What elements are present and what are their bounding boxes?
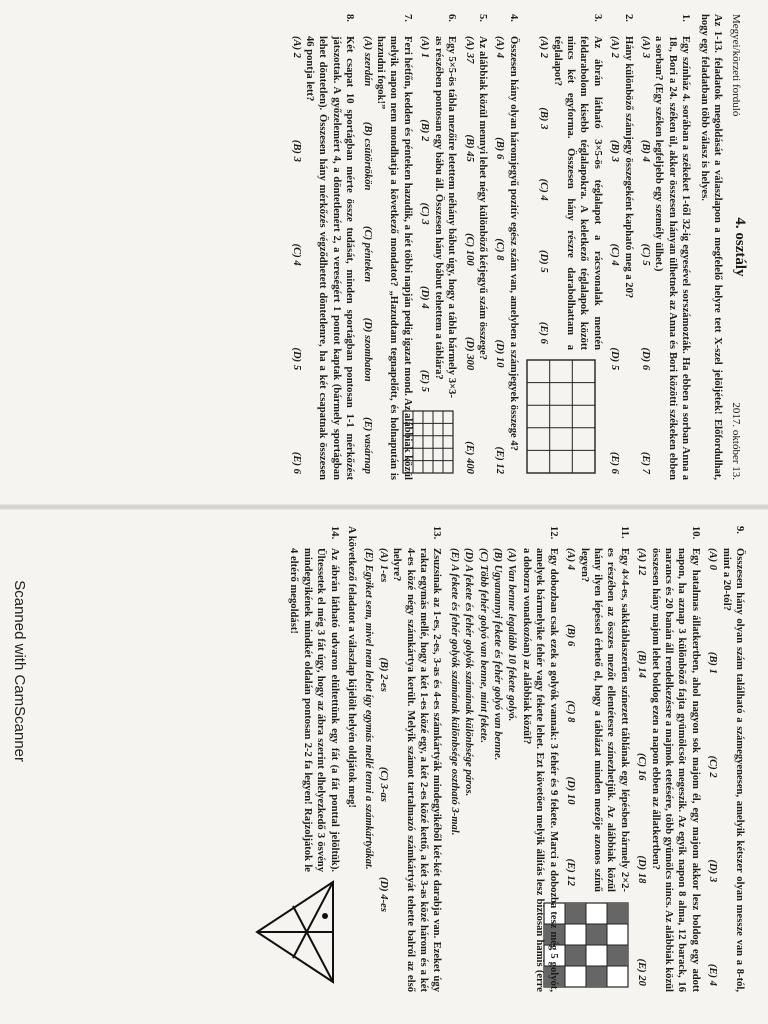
option: (E) vasárnap bbox=[361, 417, 373, 474]
option: (D) 10 bbox=[565, 776, 577, 805]
option: (C) pénteken bbox=[361, 226, 373, 283]
question-text: Az ábrán látható udvaron elültettünk egy fát (a fát ponttal jelöltük). Ültessetek el még 3 fát úgy, hogy az ábra szerint elhelyezkedő 3 ösvény mindegyikének mindkét oldalán pontosan 2-2 fa legyen! Rajzoljátok le 4 eltérő megoldást! bbox=[288, 548, 340, 872]
option: (A) 2 bbox=[538, 36, 550, 59]
option: (A) szerdán bbox=[361, 36, 373, 87]
option: (B) csütörtökön bbox=[361, 121, 373, 191]
option: (E) 6 bbox=[538, 321, 550, 344]
question-11: 11. Egy 4×4-es, sakktáblaszerűen színezett táblának egy lépésben bármely 2×2-es részében az összes mezőt ellentétesre színezhetjük. Az alábbiak közül hány ilyen lépéssel érhető el, hogy a táblázat minden mezője azonos színű legyen? (A) 4 (B) 6 (C) 8 (D) 10 (E) 12 bbox=[564, 526, 631, 992]
option: (C) 4 bbox=[609, 243, 621, 266]
option: (D) szombaton bbox=[361, 317, 373, 382]
option: (E) 5 bbox=[419, 369, 431, 392]
option: (E) 12 bbox=[494, 446, 506, 474]
question-text: Összesen hány olyan háromjegyű pozitív egész szám van, amelyben a számjegyek összege 4? bbox=[507, 36, 519, 451]
option: (B) 14 bbox=[636, 650, 648, 678]
option: (D) 5 bbox=[609, 347, 621, 371]
option: (B) 4 bbox=[639, 139, 651, 162]
tree-dot-icon bbox=[322, 913, 328, 919]
scanner-watermark: Scanned with CamScanner bbox=[11, 580, 28, 762]
option: (D) 4-es bbox=[377, 876, 389, 912]
option: (D) 5 bbox=[538, 249, 550, 273]
option: (B) 45 bbox=[463, 134, 475, 162]
option: (C) 2 bbox=[707, 755, 719, 778]
option: (C) 4 bbox=[538, 178, 550, 201]
option: (A) 3 bbox=[639, 36, 651, 59]
question-5: 5. Az alábbiak közül mennyi lehet négy különböző kétjegyű szám összege? (A) 37 (B) 45 (C) 100 (D) 300 (E) 400 bbox=[462, 14, 489, 480]
question-14: 14. Az ábrán látható udvaron elültettünk egy fát (a fát ponttal jelöltük). Ültessetek el még 3 fát úgy, hogy az ábra szerint elhelyezkedő 3 ösvény mindegyikének mindkét oldalán pontosan 2-2 fa legyen! Rajzoljátok le 4 eltérő megoldást! bbox=[287, 526, 341, 992]
question-6: 6. Egy 5×5-ös tábla mezőire letettem néhány bábut úgy, hogy a tábla bármely 3×3-as részében pontosan egy bábu áll. Összesen hány bábut tehettem a táblára? (A) 1 (B) 2 (C) 3 (D) 4 (E) 5 bbox=[418, 14, 458, 480]
option: (A) 1 bbox=[419, 36, 431, 59]
option: (D) 5 bbox=[290, 347, 302, 371]
option: (E) 4 bbox=[707, 963, 719, 986]
option: (E) 20 bbox=[636, 958, 648, 986]
option: (B) 2-es bbox=[377, 657, 389, 692]
question-text: Egy 5×5-ös tábla mezőire letettem néhány bábut úgy, hogy a tábla bármely 3×3-as részében pontosan egy bábu áll. Összesen hány bábut tehettem a táblára? bbox=[432, 36, 458, 398]
final-instruction: A következő feladatot a válaszlap kijelölt helyén oldjátok meg! bbox=[346, 526, 358, 808]
option: (C) 3 bbox=[419, 202, 431, 225]
question-13: 13. Zsuzsinak az 1-es, 2-es, 3-as és 4-es számkártyák mindegyikéből két-két darabja van. Ezeket úgy rakta egymás mellé, hogy a két 1-es közé egy, a két 2-es közé kettő, a két 3-as közé három és a két 4-es közé négy számkártya került. Melyik számot tartalmazó számkártyát tehette balról az első helyre? (A) 1-es (B) 2-es (C) 3-as (D) 4-es (E) Egyiket sem, mivel nem lehet így egymás mellé tenni a számkártyákat. bbox=[363, 526, 443, 992]
instructions: Az 1-13. feladatok megoldását a válaszlapon a megfelelő helyre tett X-szel jelöljétek! Előfordulhat, hogy egy feladatban több válasz is helyes. bbox=[698, 14, 723, 480]
right-column bbox=[18, 512, 768, 1006]
option: (B) 6 bbox=[565, 624, 577, 647]
option: (E) 400 bbox=[463, 441, 475, 474]
question-text: Feri hétfőn, kedden és pénteken hazudik, a hét többi napján pedig igazat mond. Az alábbiak közül melyik napon nem mondhatja a következő mondatot? „Hazudtam tegnapelőtt, és holnapután is hazudni fogok!” bbox=[375, 36, 413, 480]
option: (B) 3 bbox=[538, 107, 550, 130]
option: (E) A fekete és fehér golyók számának különbsége osztható 3-mal. bbox=[448, 548, 460, 836]
question-12: 12. Egy dobozban csak ezek a golyók vannak: 3 fehér és 9 fekete. Marci a dobozba tesz még 5 golyót, amelyek bármelyike fehér vagy fekete lehet. Ezt követően melyik állítás lesz biztosan hamis (erre a dobozra vonatkozóan) az alábbiak közül? (A) Van benne legalább 10 fekete golyó. (B) Ugyanannyi fekete és fehér golyó van benne. (C) Több fehér golyó van benne, mint fekete. (D) A fekete és fehér golyók számának különbsége páros. (E) A fekete és fehér golyók számának különbsége osztható 3-mal. bbox=[448, 526, 559, 992]
date-label: 2017. október 13. bbox=[730, 402, 742, 480]
question-text: Hány különböző számjegy összegeként kapható meg a 20? bbox=[622, 36, 634, 299]
option: (C) 4 bbox=[290, 243, 302, 266]
question-text: Egy színház 4. sorában a székeket 1-től 32-ig egyesével sorszámozták. Ha ebben a sorban Anna a 18., Bori a 24. széken ül, akkor összesen hányan ülhetnek az Anna és Bori közötti székeken ebben a sorban? (Egy széken legfeljebb egy személy ülhet.) bbox=[653, 36, 692, 480]
option: (A) Van benne legalább 10 fekete golyó. bbox=[506, 548, 518, 722]
option: (D) 300 bbox=[463, 336, 475, 371]
option: (E) 12 bbox=[565, 858, 577, 886]
question-2: 2. Hány különböző számjegy összegeként kapható meg a 20? (A) 2 (B) 3 (C) 4 (D) 5 (E) 6 bbox=[608, 14, 635, 480]
option: (C) 8 bbox=[565, 700, 577, 723]
option: (C) 100 bbox=[463, 233, 475, 266]
question-text: Az alábbiak közül mennyi lehet négy különböző kétjegyű szám összege? bbox=[476, 36, 488, 360]
question-7: 7. Feri hétfőn, kedden és pénteken hazudik, a hét többi napján pedig igazat mond. Az alábbiak közül melyik napon nem mondhatja a következő mondatot? „Hazudtam tegnapelőtt, és holnapután is hazudni fogok!” (A) szerdán (B) csütörtökön (C) pénteken (D) szombaton (E) vasárnap bbox=[361, 14, 413, 480]
option: (E) Egyiket sem, mivel nem lehet így egymás mellé tenni a számkártyákat. bbox=[363, 548, 375, 870]
option: (D) 6 bbox=[639, 347, 651, 371]
triangle-paths-figure bbox=[253, 876, 345, 988]
question-text: Az ábrán látható 3×5-ös téglalapot a rácsvonalak mentén feldarabolom kisebb téglalapokra. A keletkező téglalapok között nincs két egyforma. Összesen hány részre darabolhattam a téglalapot? bbox=[551, 36, 603, 350]
option: (C) 3-as bbox=[377, 766, 389, 802]
option: (B) 3 bbox=[609, 139, 621, 162]
question-3: 3. Az ábrán látható 3×5-ös téglalapot a rácsvonalak mentén feldarabolom kisebb téglalapokra. A keletkező téglalapok között nincs két egyforma. Összesen hány részre darabolhattam a téglalapot? (A) 2 (B) 3 (C) 4 (D) 5 (E) 6 bbox=[524, 14, 604, 480]
question-4: 4. Összesen hány olyan háromjegyű pozitív egész szám van, amelyben a számjegyek összege 4? (A) 4 (B) 6 (C) 8 (D) 10 (E) 12 bbox=[493, 14, 520, 480]
question-text: Két csapat 10 sportágban mérte össze tudását, minden sportágban pontosan 1-1 mérkőzést játszottak. A győzelemért 4, a döntetlenért 2, a vereségért 1 pontot kaptak (bármely sportágban lehet döntetlen). Összesen hány mérkőzés végződhetett döntetlenre, ha a két csapatnak összesen 46 pontja lett? bbox=[304, 36, 356, 480]
option: (B) Ugyanannyi fekete és fehér golyó van benne. bbox=[492, 548, 504, 761]
option: (D) 18 bbox=[636, 855, 648, 884]
option: (D) 4 bbox=[419, 285, 431, 309]
option: (B) 1 bbox=[707, 651, 719, 674]
option: (C) 5 bbox=[639, 243, 651, 266]
option: (C) 8 bbox=[494, 238, 506, 261]
option: (A) 2 bbox=[609, 36, 621, 59]
option: (D) A fekete és fehér golyók számának különbsége páros. bbox=[463, 548, 475, 797]
option: (E) 7 bbox=[639, 451, 651, 474]
option: (B) 6 bbox=[494, 137, 506, 160]
option: (A) 4 bbox=[565, 548, 577, 571]
question-9: 9. Összesen hány olyan szám található a számegyenesen, amelyik kétszer olyan messze van a 8-tól, mint a 20-tól? (A) 0 (B) 1 (C) 2 (D) 3 (E) 4 bbox=[707, 526, 745, 992]
grid-3x5-figure bbox=[526, 359, 596, 474]
option: (A) 1-es bbox=[377, 548, 389, 583]
option: (A) 12 bbox=[636, 548, 648, 576]
option: (C) 16 bbox=[636, 753, 648, 781]
option: (A) 2 bbox=[290, 36, 302, 59]
question-8: 8. Két csapat 10 sportágban mérte össze tudását, minden sportágban pontosan 1-1 mérkőzést játszottak. A győzelemért 4, a döntetlenért 2, a vereségért 1 pontot kaptak (bármely sportágban lehet döntetlen). Összesen hány mérkőzés végződhetett döntetlenre, ha a két csapatnak összesen 46 pontja lett? (A) 2 (B) 3 (C) 4 (D) 5 (E) 6 bbox=[290, 14, 356, 480]
option: (D) 10 bbox=[494, 339, 506, 368]
page-header bbox=[724, 14, 746, 480]
option: (A) 4 bbox=[494, 36, 506, 59]
question-text: Egy hatalmas állatkertben, ahol nagyon sok majom él, egy majom akkor lesz boldog egy adott napon, ha aznap 3 különböző fajta gyümölcsöt megeszik. Az egyik napon 8 alma, 12 barack, 16 narancs és 20 banán áll rendelkezésre a majmok etetésére, több gyümölcs nincs. Az alábbiak közül összesen hány majom lehet boldog ezen a napon ebben az állatkertben? bbox=[649, 548, 701, 992]
option: (C) Több fehér golyó van benne, mint fekete. bbox=[477, 548, 489, 744]
round-label: Megyei/körzeti forduló bbox=[730, 14, 742, 117]
question-text: Zsuzsinak az 1-es, 2-es, 3-as és 4-es számkártyák mindegyikéből két-két darabja van. Ezeket úgy rakta egymás mellé, hogy a két 1-es közé egy, a két 2-es közé kettő, a két 3-as közé három és a két 4-es közé négy számkártya került. Melyik számot tartalmazó számkártyát tehette balról az első helyre? bbox=[391, 548, 443, 992]
option: (D) 3 bbox=[707, 859, 719, 883]
option: (B) 3 bbox=[290, 139, 302, 162]
option: (E) 6 bbox=[290, 451, 302, 474]
question-text: Összesen hány olyan szám található a számegyenesen, amelyik kétszer olyan messze van a 8-tól, mint a 20-tól? bbox=[720, 548, 745, 992]
page-title: 4. osztály bbox=[732, 217, 748, 277]
left-column bbox=[18, 0, 768, 494]
option: (A) 0 bbox=[707, 548, 719, 571]
question-10: 10. Egy hatalmas állatkertben, ahol nagyon sok majom él, egy majom akkor lesz boldog egy adott napon, ha aznap 3 különböző fajta gyümölcsöt megeszik. Az egyik napon 8 alma, 12 barack, 16 narancs és 20 banán áll rendelkezésre a majmok etetésére, több gyümölcs nincs. Az alábbiak közül összesen hány majom lehet boldog ezen a napon ebben az állatkertben? (A) 12 (B) 14 (C) 16 (D) 18 (E) 20 bbox=[636, 526, 701, 992]
option: (A) 37 bbox=[463, 36, 475, 64]
page-fold bbox=[0, 504, 768, 510]
option: (B) 2 bbox=[419, 119, 431, 142]
question-text: Egy 4×4-es, sakktáblaszerűen színezett táblának egy lépésben bármely 2×2-es részében az összes mezőt ellentétesre színezhetjük. Az alábbiak közül hány ilyen lépéssel érhető el, hogy a táblázat minden mezője azonos színű legyen? bbox=[578, 548, 630, 892]
question-text: Egy dobozban csak ezek a golyók vannak: 3 fehér és 9 fekete. Marci a dobozba tesz még 5 golyót, amelyek bármelyike fehér vagy fekete lehet. Ezt követően melyik állítás lesz biztosan hamis (erre a dobozra vonatkozóan) az alábbiak közül? bbox=[520, 548, 559, 992]
option: (E) 6 bbox=[609, 451, 621, 474]
question-1: 1. Egy színház 4. sorában a székeket 1-től 32-ig egyesével sorszámozták. Ha ebben a sorban Anna a 18., Bori a 24. széken ül, akkor összesen hányan ülhetnek az Anna és Bori közötti székeken ebben a sorban? (Egy széken legfeljebb egy személy ülhet.) (A) 3 (B) 4 (C) 5 (D) 6 (E) 7 bbox=[639, 14, 692, 480]
